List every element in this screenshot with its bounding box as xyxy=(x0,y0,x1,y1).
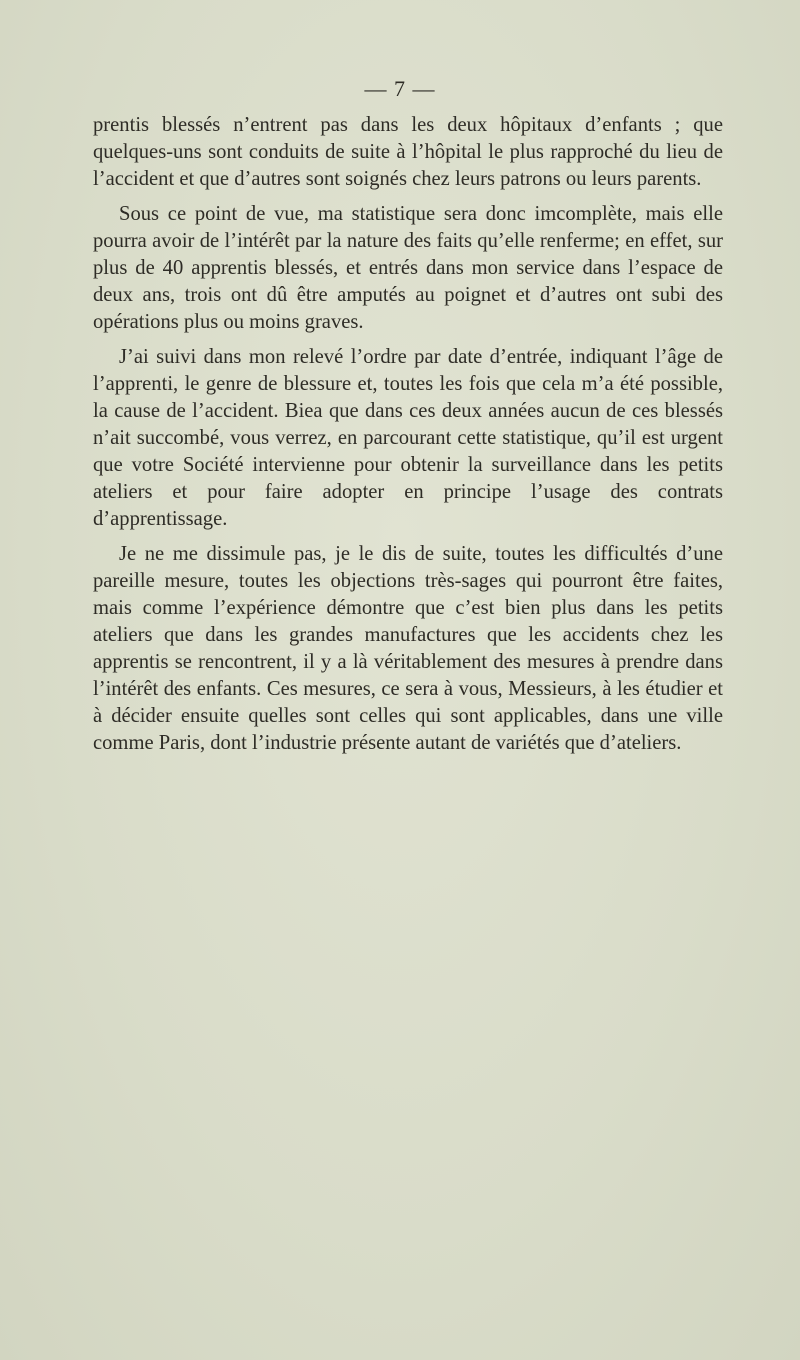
body-text xyxy=(93,112,723,765)
paragraph-conclusion: Je ne me dissimule pas, je le dis de suite, toutes les difficultés d’une pareille mesure, toutes les objections très-sages qui pourront être faites, mais comme l’expérience démontre que c’est bien plus dans les petits ateliers que dans les grandes manufactures que les accidents chez les apprentis se rencontrent, il y a là véritablement des mesures à prendre dans l’intérêt des enfants. Ces mesures, ce sera à vous, Messieurs, à les étudier et à décider ensuite quelles sont celles qui sont applicables, dans une ville comme Paris, dont l’industrie présente autant de variétés que d’ateliers. xyxy=(93,543,723,754)
paragraph-method: J’ai suivi dans mon relevé l’ordre par date d’entrée, indiquant l’âge de l’apprenti, le genre de blessure et, toutes les fois que cela m’a été possible, la cause de l’accident. Biea que dans ces deux années aucun de ces blessés n’ait succombé, vous verrez, en parcourant cette statistique, qu’il est urgent que votre Société intervienne pour obtenir la surveillance dans les petits ateliers et pour faire adopter en principe l’usage des contrats d’apprentissage. xyxy=(93,346,723,530)
paragraph-continuation: prentis blessés n’entrent pas dans les deux hôpitaux d’enfants ; que quelques-uns sont conduits de suite à l’hôpital le plus rapproché du lieu de l’accident et que d’autres sont soignés chez leurs patrons ou leurs parents. xyxy=(93,114,723,190)
page-number: — 7 — xyxy=(364,76,436,101)
paragraph-statistics: Sous ce point de vue, ma statistique sera donc imcomplète, mais elle pourra avoir de l’intérêt par la nature des faits qu’elle renferme; en effet, sur plus de 40 apprentis blessés, et entrés dans mon service dans l’espace de deux ans, trois ont dû être amputés au poignet et d’autres ont subi des opérations plus ou moins graves. xyxy=(93,203,723,333)
